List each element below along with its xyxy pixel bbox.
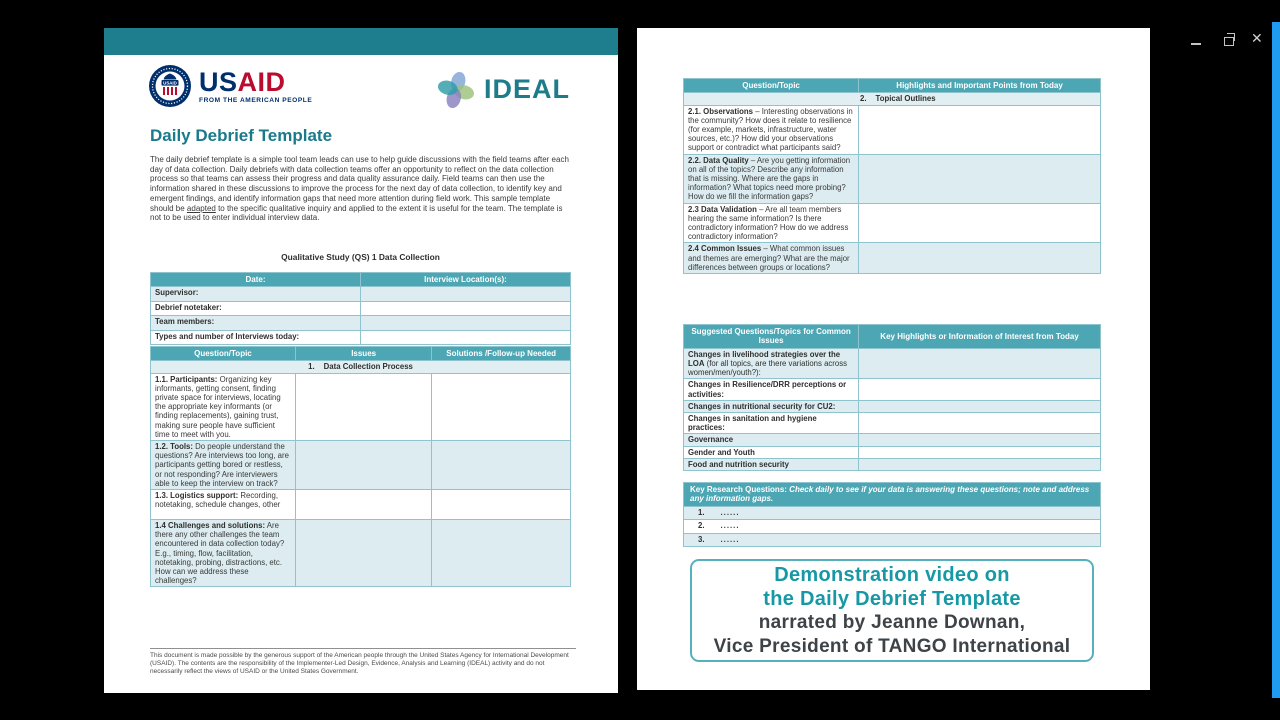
topic-lead: Changes in nutritional security for CU2:	[688, 401, 836, 411]
table-row	[684, 446, 1101, 458]
usaid-wordmark-text	[199, 66, 312, 97]
label-cell: Supervisor:	[151, 287, 361, 302]
research-header-label: Key Research Questions:	[690, 485, 787, 494]
table-row	[684, 348, 1101, 379]
right-edge-accent-bar	[1272, 22, 1280, 698]
svg-text:USAID: USAID	[163, 80, 177, 86]
usaid-tagline: FROM THE AMERICAN PEOPLE	[199, 96, 313, 104]
table-row	[151, 441, 571, 490]
page-header-band	[104, 28, 618, 55]
study-caption: Qualitative Study (QS) 1 Data Collection	[281, 252, 440, 262]
intro-paragraph	[150, 155, 574, 223]
header-cell	[684, 483, 1101, 507]
topic-rest: (for all topics, are there variations across women/men/youth?):	[688, 359, 848, 378]
question-lead: 1.1. Participants:	[155, 374, 218, 384]
table-header-row	[684, 325, 1101, 349]
research-header-note: Check daily to see if your data is answering these questions; note and address any information gaps.	[690, 485, 1090, 504]
table-row	[684, 154, 1101, 203]
question-rest: – Are you getting information on all of the topics? Describe any information that is missing. Where are the gaps in information? What topics need more probing? How do we fill the information gaps?	[688, 155, 851, 202]
page-title: Daily Debrief Template	[150, 126, 333, 145]
table-header-row	[684, 483, 1101, 507]
usaid-logo	[148, 64, 312, 108]
question-cell	[684, 203, 859, 243]
table-row	[151, 301, 571, 316]
label-cell: Debrief notetaker:	[151, 301, 361, 316]
empty-cell	[295, 441, 432, 490]
table-row	[151, 490, 571, 520]
demo-video-callout	[690, 559, 1094, 662]
header-cell: Suggested Questions/Topics for Common Issues	[684, 325, 859, 349]
table-header-row	[151, 273, 571, 287]
usaid-seal-icon	[148, 64, 192, 108]
topic-cell	[684, 458, 859, 470]
empty-cell	[859, 105, 1101, 154]
demo-line-2: the Daily Debrief Template	[763, 587, 1021, 610]
ideal-pinwheel-icon	[435, 68, 477, 110]
question-cell	[151, 490, 296, 520]
section-cell	[151, 361, 571, 373]
label-cell: Team members:	[151, 316, 361, 331]
info-table	[150, 272, 571, 345]
question-lead: 2.4 Common Issues	[688, 244, 762, 254]
question-lead: 1.4 Challenges and solutions:	[155, 521, 266, 531]
section-row	[684, 93, 1101, 105]
question-rest: Do people understand the questions? Are interviews too long, are participants getting bored or restless, or not responding? Are interviewers able to keep the interview on track?	[155, 442, 289, 488]
empty-cell	[361, 330, 571, 345]
table-row	[684, 243, 1101, 274]
research-row-cell	[684, 506, 1101, 520]
usaid-wordmark	[199, 66, 313, 104]
section-number: 2.	[860, 94, 867, 104]
topic-cell	[684, 400, 859, 412]
document-page-left	[104, 28, 618, 693]
table-row	[151, 330, 571, 345]
section-cell	[684, 93, 1101, 105]
row-dots: ......	[720, 534, 740, 544]
empty-cell	[859, 400, 1101, 412]
table-row	[684, 400, 1101, 412]
header-cell: Question/Topic	[151, 347, 296, 361]
question-rest: – Interesting observations in the community? How does it relate to resilience (for example, markets, infrastructure, water sources, etc.)? How did your observations support or contradict what participants said?	[688, 106, 853, 153]
table-row	[684, 413, 1101, 434]
topic-cell	[684, 348, 859, 379]
usaid-us: US	[199, 66, 238, 97]
topic-lead: Food and nutrition security	[688, 459, 789, 469]
empty-cell	[859, 413, 1101, 434]
topic-lead: Changes in livelihood strategies over the LOA	[688, 349, 841, 369]
empty-cell	[859, 458, 1101, 470]
row-number: 1.	[698, 507, 705, 517]
question-rest: Organizing key informants, getting consent, finding private space for interviews, locating the appropriate key informants (or finding replacements), gaining trust, making sure people have sufficient time to meet with you.	[155, 374, 281, 439]
topic-cell	[684, 413, 859, 434]
section-number: 1.	[308, 362, 315, 372]
demo-line-1: Demonstration video on	[774, 563, 1010, 586]
table-row	[151, 373, 571, 440]
empty-cell	[859, 348, 1101, 379]
restore-icon[interactable]	[1224, 37, 1234, 46]
row-number: 3.	[698, 534, 705, 544]
section-row	[151, 361, 571, 373]
table-row	[151, 520, 571, 587]
row-number: 2.	[698, 521, 705, 531]
empty-cell	[859, 243, 1101, 274]
empty-cell	[361, 316, 571, 331]
topic-lead: Changes in Resilience/DRR perceptions or activities:	[688, 380, 847, 399]
section-title: Topical Outlines	[875, 94, 936, 104]
ideal-logo	[435, 68, 570, 110]
usaid-aid: AID	[237, 66, 286, 97]
question-rest: – What common issues and themes are emerging? What are the major differences between groups or locations?	[688, 244, 850, 272]
table-header-row	[684, 79, 1101, 93]
question-lead: 1.2. Tools:	[155, 442, 193, 452]
research-row-cell	[684, 520, 1101, 534]
header-cell: Highlights and Important Points from Today	[859, 79, 1101, 93]
empty-cell	[295, 520, 432, 587]
question-cell	[151, 441, 296, 490]
table-row	[684, 434, 1101, 446]
question-cell	[684, 243, 859, 274]
header-cell: Date:	[151, 273, 361, 287]
intro-underlined: adapted	[186, 203, 216, 213]
empty-cell	[859, 434, 1101, 446]
table-row	[684, 379, 1101, 400]
research-table	[683, 482, 1101, 547]
header-cell: Question/Topic	[684, 79, 859, 93]
row-dots: ......	[720, 521, 740, 531]
row-dots: ......	[720, 507, 740, 517]
table-row	[684, 506, 1101, 520]
empty-cell	[295, 373, 432, 440]
process-table	[150, 346, 571, 587]
header-cell: Interview Location(s):	[361, 273, 571, 287]
table-row	[684, 203, 1101, 243]
question-rest: Recording, notetaking, schedule changes, other	[155, 491, 281, 510]
empty-cell	[295, 490, 432, 520]
attribution-footer: This document is made possible by the generous support of the American people through the United States Agency for International Development (USAID). The contents are the responsibility of the Implementer-Led Design, Evidence, Analysis and Learning (IDEAL) activity and do not necessarily reflect the views of USAID or the United States Government.	[150, 648, 576, 676]
empty-cell	[432, 490, 571, 520]
question-lead: 2.1. Observations	[688, 106, 754, 116]
empty-cell	[859, 203, 1101, 243]
empty-cell	[859, 154, 1101, 203]
question-cell	[151, 373, 296, 440]
table-row	[684, 105, 1101, 154]
header-cell: Issues	[295, 347, 432, 361]
topics-table	[683, 78, 1101, 274]
suggested-table	[683, 324, 1101, 471]
intro-after: to the specific qualitative inquiry and applied to the extent it is useful for the team. The template is not to be used to enter individual interview data.	[150, 203, 563, 223]
intro-before: The daily debrief template is a simple tool team leads can use to help guide discussions with the field teams after each day of data collection. Daily debriefs with data collection teams offer an opportunity to reflect on the data collection process so that teams can assess their progress and data quality assurance daily. Field teams can then use the information shared in these discussions to improve the process for the next day of data collection, to identify key and emergent findings, and identify information gaps that need more attention during field work. This sample template should be	[150, 155, 569, 213]
empty-cell	[432, 441, 571, 490]
table-row	[684, 520, 1101, 534]
question-lead: 2.2. Data Quality	[688, 155, 749, 165]
question-cell	[684, 105, 859, 154]
header-cell: Solutions /Follow-up Needed	[432, 347, 571, 361]
header-cell: Key Highlights or Information of Interest from Today	[859, 325, 1101, 349]
demo-line-4: Vice President of TANGO International	[713, 635, 1071, 657]
empty-cell	[432, 520, 571, 587]
topic-cell	[684, 446, 859, 458]
empty-cell	[432, 373, 571, 440]
document-page-right	[637, 28, 1150, 690]
label-cell: Types and number of Interviews today:	[151, 330, 361, 345]
empty-cell	[361, 287, 571, 302]
question-lead: 2.3 Data Validation	[688, 204, 757, 214]
question-cell	[151, 520, 296, 587]
research-row-cell	[684, 533, 1101, 547]
topic-lead: Governance	[688, 435, 734, 445]
table-row	[151, 287, 571, 302]
topic-cell	[684, 434, 859, 446]
demo-line-3: narrated by Jeanne Downan,	[758, 611, 1026, 633]
close-icon[interactable]: ✕	[1251, 30, 1263, 46]
table-row	[684, 458, 1101, 470]
ideal-wordmark: IDEAL	[484, 73, 570, 104]
question-rest: Are there any other challenges the team encountered in data collection today? E.g., timing, flow, facilitation, notetaking, probing, distractions, etc. How can we address these challenges?	[155, 521, 285, 586]
table-header-row	[151, 347, 571, 361]
empty-cell	[859, 379, 1101, 400]
topic-cell	[684, 379, 859, 400]
minimize-icon[interactable]	[1191, 43, 1201, 45]
empty-cell	[859, 446, 1101, 458]
table-row	[684, 533, 1101, 547]
section-title: Data Collection Process	[323, 362, 413, 372]
question-rest: – Are all team members hearing the same information? Is there contradictory information? How do we address contradictory information?	[688, 204, 849, 242]
topic-lead: Gender and Youth	[688, 447, 755, 457]
question-cell	[684, 154, 859, 203]
question-lead: 1.3. Logistics support:	[155, 491, 239, 501]
table-row	[151, 316, 571, 331]
topic-lead: Changes in sanitation and hygiene practices:	[688, 414, 817, 433]
empty-cell	[361, 301, 571, 316]
